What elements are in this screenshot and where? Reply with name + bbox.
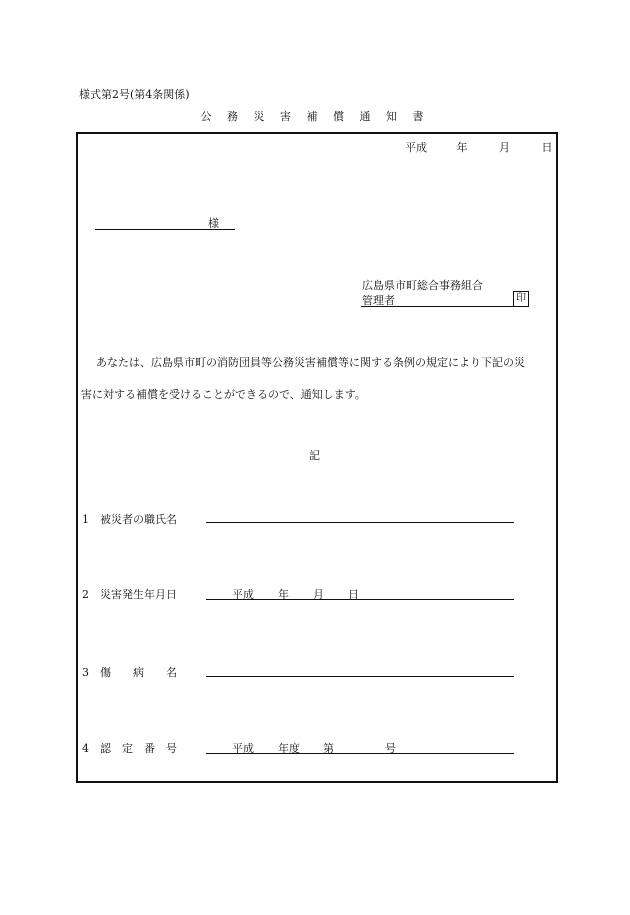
date-year: 年 <box>456 141 468 154</box>
cert-number-prefix: 第 <box>323 742 334 755</box>
date-era: 平成 <box>405 141 427 154</box>
victim-name-field[interactable] <box>206 522 514 523</box>
body-text-line-2: 害に対する補償を受けることができるので、通知します。 <box>81 388 366 401</box>
item-label-victim-name: 1 被災者の職氏名 <box>82 513 177 526</box>
incident-date-month: 月 <box>313 588 324 601</box>
certification-number-field[interactable] <box>206 753 514 754</box>
date-month: 月 <box>499 141 510 154</box>
document-title: 公 務 災 害 補 償 通 知 書 <box>200 110 430 123</box>
issuer-title: 管理者 <box>362 294 395 307</box>
incident-date-field[interactable] <box>206 599 514 600</box>
issuer-organization: 広島県市町総合事務組合 <box>362 279 483 292</box>
item-label-incident-date: 2 災害発生年月日 <box>82 588 177 601</box>
recipient-honorific: 様 <box>208 217 219 230</box>
item-label-injury-name: 3 傷 病 名 <box>82 666 177 679</box>
cert-fiscal-year: 年度 <box>278 742 300 755</box>
ki-heading: 記 <box>309 449 320 462</box>
item-label-certification-number: 4 認 定 番 号 <box>82 742 177 755</box>
incident-date-day: 日 <box>348 588 359 601</box>
cert-era: 平成 <box>232 742 254 755</box>
issuer-name-line[interactable] <box>361 306 523 307</box>
seal-mark: 印 <box>513 291 529 307</box>
injury-name-field[interactable] <box>206 676 514 677</box>
incident-date-year: 年 <box>278 588 289 601</box>
body-text-line-1: あなたは、広島県市町の消防団員等公務災害補償等に関する条例の規定により下記の災 <box>96 356 525 369</box>
cert-number-suffix: 号 <box>385 742 396 755</box>
issue-date <box>405 139 553 155</box>
form-number: 様式第2号(第4条関係) <box>79 88 190 101</box>
incident-date-era: 平成 <box>232 588 254 601</box>
date-day: 日 <box>541 141 553 154</box>
